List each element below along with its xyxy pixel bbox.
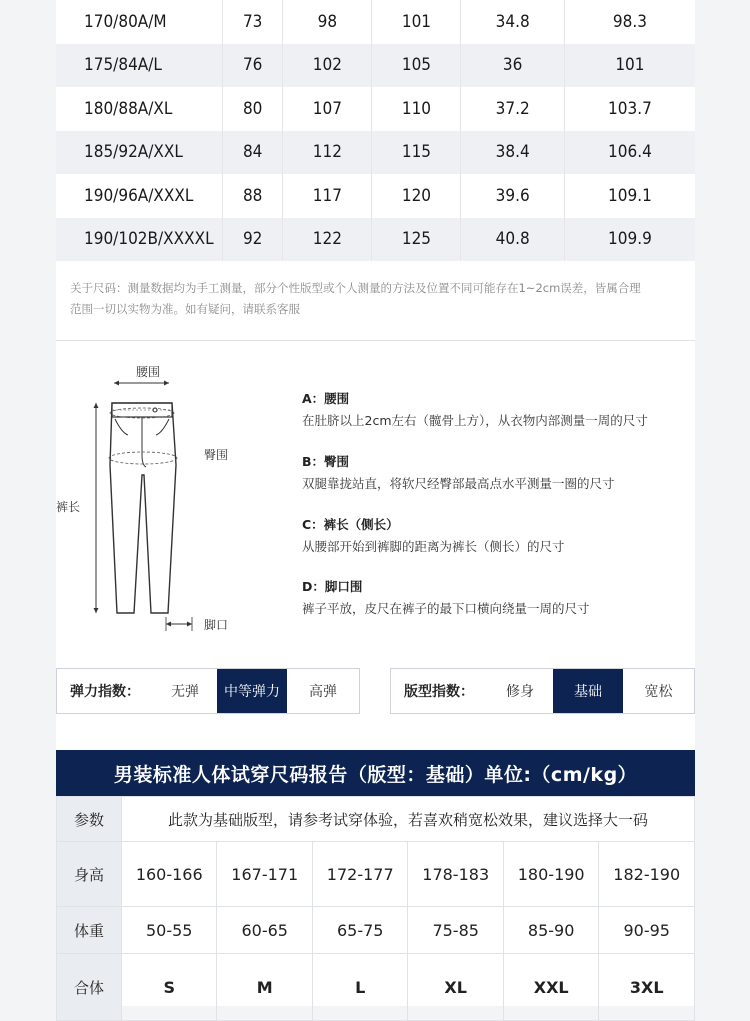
size-cell-value: 102 — [283, 44, 372, 88]
size-cell-value: 73 — [223, 0, 283, 44]
size-cell-spec: 185/92A/XXL — [56, 131, 223, 175]
size-cell-spec: 180/88A/XL — [56, 87, 223, 131]
size-cell-spec: 190/102B/XXXXL — [56, 218, 223, 262]
length-label: 裤长 — [56, 500, 81, 514]
size-cell-value: 109.1 — [564, 174, 695, 218]
size-cell-value: 106.4 — [564, 131, 695, 175]
measure-title: C：裤长（侧长） — [302, 517, 399, 532]
pants-illustration — [56, 355, 286, 645]
height-range-cell: 167-171 — [217, 842, 312, 907]
size-cell-value: 103.7 — [564, 87, 695, 131]
measure-desc: 在肚脐以上2cm左右（髋骨上方），从衣物内部测量一周的尺寸 — [302, 413, 648, 428]
weight-range-cell: 60-65 — [217, 907, 312, 954]
elasticity-index — [56, 668, 360, 714]
size-note-line1: 关于尺码：测量数据均为手工测量，部分个性版型或个人测量的方法及位置不同可能存在1~2cm误差，皆属合理 — [70, 281, 641, 295]
fit-size-cell: M — [217, 954, 312, 1021]
fit-size-cell: XXL — [503, 954, 598, 1021]
measure-desc: 从腰部开始到裤脚的距离为裤长（侧长）的尺寸 — [302, 539, 565, 554]
params-row — [57, 797, 695, 842]
weight-row — [57, 907, 695, 954]
fit-row — [57, 954, 695, 1021]
weight-range-cell: 85-90 — [503, 907, 598, 954]
size-cell-value: 125 — [372, 218, 461, 262]
size-cell-value: 107 — [283, 87, 372, 131]
height-range-cell: 182-190 — [599, 842, 695, 907]
size-cell-value: 115 — [372, 131, 461, 175]
measure-desc: 裤子平放，皮尺在裤子的最下口横向绕量一周的尺寸 — [302, 601, 590, 616]
size-cell-value: 112 — [283, 131, 372, 175]
size-row — [56, 44, 695, 88]
size-cell-value: 84 — [223, 131, 283, 175]
size-cell-value: 122 — [283, 218, 372, 262]
fit-option-slim[interactable]: 修身 — [506, 684, 534, 700]
size-cell-spec: 175/84A/L — [56, 44, 223, 88]
params-note: 此款为基础版型，请参考试穿体验，若喜欢稍宽松效果，建议选择大一码 — [122, 797, 695, 842]
report-title: 男装标准人体试穿尺码报告（版型：基础）单位:（cm/kg） — [56, 750, 695, 796]
waist-label: 腰围 — [136, 365, 161, 379]
size-report-table — [56, 796, 695, 1021]
size-cell-value: 40.8 — [461, 218, 564, 262]
size-cell-value: 80 — [223, 87, 283, 131]
size-row — [56, 218, 695, 262]
size-row — [56, 174, 695, 218]
elasticity-title: 弹力指数： — [70, 684, 140, 700]
size-cell-value: 76 — [223, 44, 283, 88]
size-cell-value: 105 — [372, 44, 461, 88]
fit-size-cell: XL — [408, 954, 503, 1021]
hem-label: 脚口 — [204, 618, 229, 632]
measure-length — [302, 515, 702, 555]
weight-range-cell: 50-55 — [122, 907, 217, 954]
size-cell-value: 110 — [372, 87, 461, 131]
measure-title: D：脚口围 — [302, 579, 363, 594]
fit-label: 合体 — [57, 954, 122, 1021]
size-cell-value: 92 — [223, 218, 283, 262]
fit-option-loose[interactable]: 宽松 — [644, 684, 673, 700]
measure-desc: 双腿靠拢站直，将软尺经臀部最高点水平测量一圈的尺寸 — [302, 476, 615, 491]
measure-hip — [302, 452, 702, 492]
measure-title: B：臀围 — [302, 454, 350, 469]
pants-diagram — [56, 355, 286, 645]
size-cell-value: 120 — [372, 174, 461, 218]
height-row — [57, 842, 695, 907]
size-cell-value: 37.2 — [461, 87, 564, 131]
elasticity-option-high[interactable]: 高弹 — [309, 684, 337, 700]
size-cell-value: 88 — [223, 174, 283, 218]
fit-size-cell: S — [122, 954, 217, 1021]
height-label: 身高 — [57, 842, 122, 907]
fit-index — [390, 668, 695, 714]
weight-label: 体重 — [57, 907, 122, 954]
fit-index-title: 版型指数： — [404, 684, 474, 700]
height-range-cell: 172-177 — [312, 842, 407, 907]
size-cell-value: 98 — [283, 0, 372, 44]
measure-title: A：腰围 — [302, 391, 350, 406]
height-range-cell: 160-166 — [122, 842, 217, 907]
elasticity-option-none[interactable]: 无弹 — [171, 684, 199, 700]
height-range-cell: 180-190 — [503, 842, 598, 907]
size-cell-value: 34.8 — [461, 0, 564, 44]
hip-label: 臀围 — [204, 448, 229, 462]
divider — [56, 340, 695, 341]
size-table — [56, 0, 695, 261]
size-cell-spec: 190/96A/XXXL — [56, 174, 223, 218]
fit-size-cell: 3XL — [599, 954, 695, 1021]
size-row — [56, 87, 695, 131]
size-cell-value: 39.6 — [461, 174, 564, 218]
size-cell-value: 117 — [283, 174, 372, 218]
size-row — [56, 131, 695, 175]
weight-range-cell: 65-75 — [312, 907, 407, 954]
fit-option-basic[interactable]: 基础 — [553, 669, 623, 713]
height-range-cell: 178-183 — [408, 842, 503, 907]
fit-size-cell: L — [312, 954, 407, 1021]
measure-waist — [302, 389, 702, 429]
size-cell-value: 38.4 — [461, 131, 564, 175]
size-cell-value: 101 — [372, 0, 461, 44]
weight-range-cell: 75-85 — [408, 907, 503, 954]
elasticity-option-medium[interactable]: 中等弹力 — [217, 669, 287, 713]
size-cell-value: 36 — [461, 44, 564, 88]
size-row — [56, 0, 695, 44]
params-label: 参数 — [57, 797, 122, 842]
weight-range-cell: 90-95 — [599, 907, 695, 954]
size-note-line2: 范围一切以实物为准。如有疑问，请联系客服 — [70, 302, 300, 316]
size-cell-value: 98.3 — [564, 0, 695, 44]
measure-hem — [302, 577, 702, 617]
size-cell-value: 101 — [564, 44, 695, 88]
size-note — [70, 278, 692, 320]
size-cell-spec: 170/80A/M — [56, 0, 223, 44]
size-cell-value: 109.9 — [564, 218, 695, 262]
